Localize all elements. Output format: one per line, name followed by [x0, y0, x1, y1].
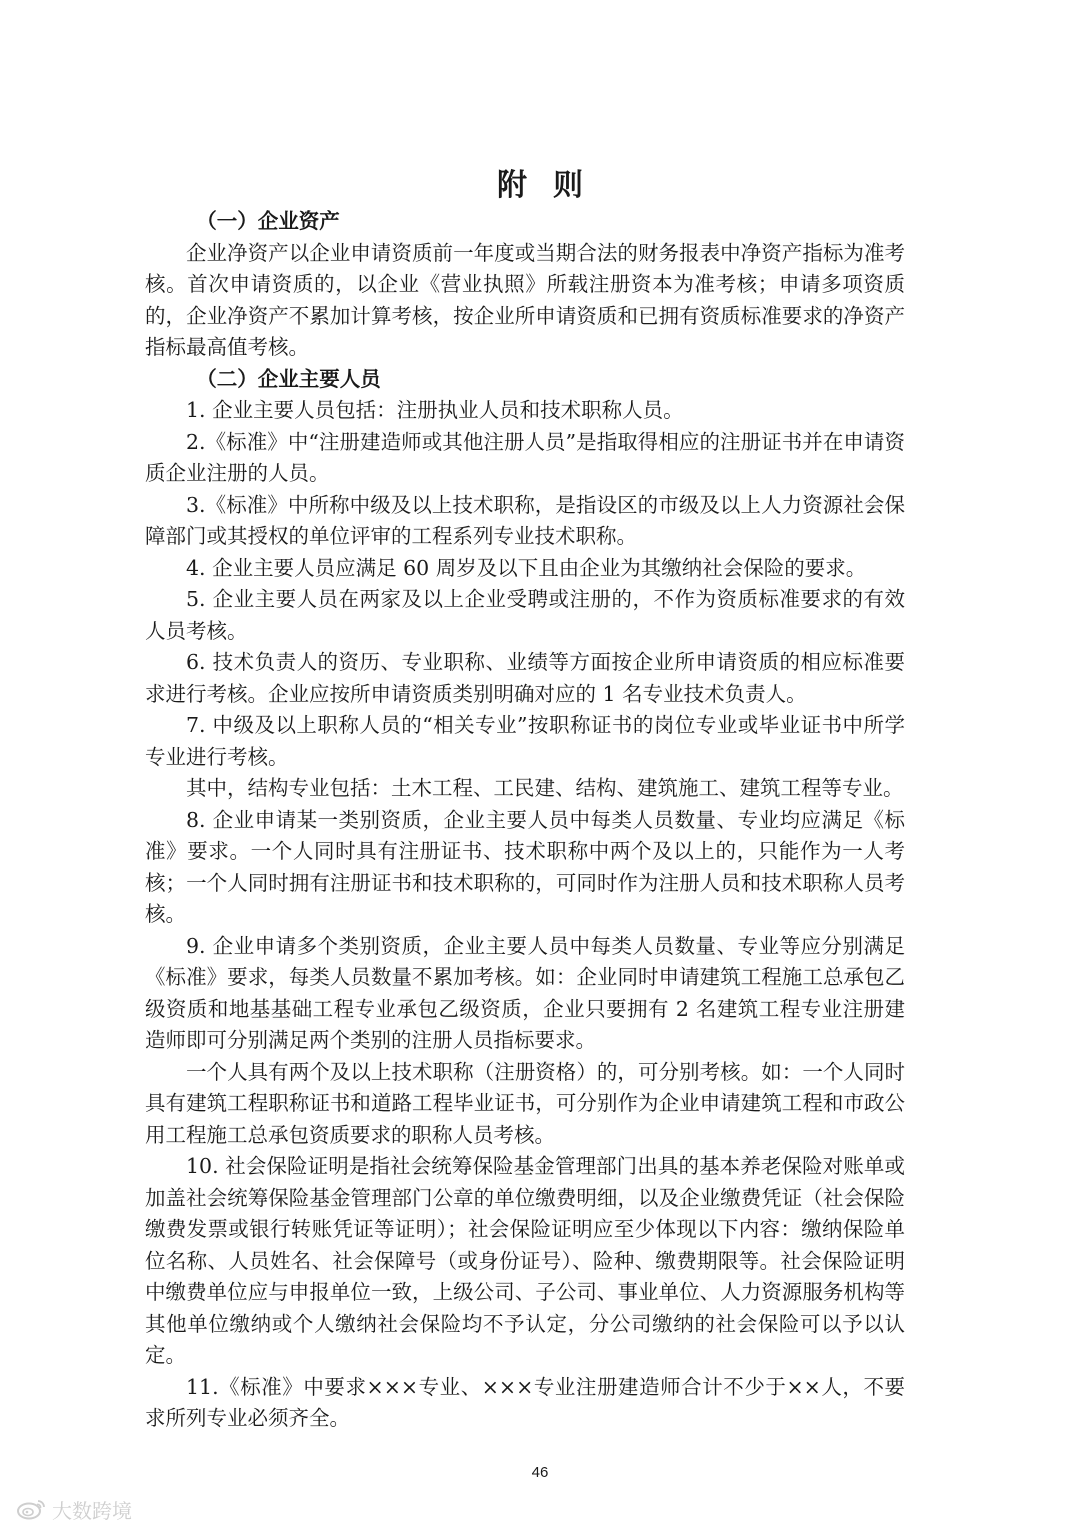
- paragraph: 11.《标准》中要求×××专业、×××专业注册建造师合计不少于××人，不要求所列专业必须齐全。: [145, 1374, 905, 1430]
- paragraph: 4. 企业主要人员应满足 60 周岁及以下且由企业为其缴纳社会保险的要求。: [186, 555, 867, 580]
- document-body: [145, 206, 905, 1435]
- section-heading: （二）企业主要人员: [196, 366, 381, 391]
- paragraph: 其中，结构专业包括：土木工程、工民建、结构、建筑施工、建筑工程等专业。: [186, 776, 904, 800]
- paragraph: 2.《标准》中“注册建造师或其他注册人员”是指取得相应的注册证书并在申请资质企业注册的人员。: [145, 429, 905, 485]
- paragraph: 企业净资产以企业申请资质前一年度或当期合法的财务报表中净资产指标为准考核。首次申请资质的，以企业《营业执照》所载注册资本为准考核；申请多项资质的，企业净资产不累加计算考核，按企业所申请资质和已拥有资质标准要求的净资产指标最高值考核。: [145, 240, 905, 359]
- paragraph: 1. 企业主要人员包括：注册执业人员和技术职称人员。: [186, 398, 684, 422]
- paragraph: 10. 社会保险证明是指社会统筹保险基金管理部门出具的基本养老保险对账单或加盖社会统筹保险基金管理部门公章的单位缴费明细，以及企业缴费凭证（社会保险缴费发票或银行转账凭证等证明）；社会保险证明应至少体现以下内容：缴纳保险单位名称、人员姓名、社会保障号（或身份证号）、险种、缴费期限等。社会保险证明中缴费单位应与申报单位一致，上级公司、子公司、事业单位、人力资源服务机构等其他单位缴纳或个人缴纳社会保险均不予认定，分公司缴纳的社会保险可以予以认定。: [145, 1154, 905, 1367]
- page-number: 46: [531, 1464, 549, 1481]
- paragraph: 8. 企业申请某一类别资质，企业主要人员中每类人员数量、专业均应满足《标准》要求。一个人同时具有注册证书、技术职称中两个及以上的，只能作为一人考核；一个人同时拥有注册证书和技术职称的，可同时作为注册人员和技术职称人员考核。: [145, 807, 905, 926]
- watermark-text: 大数跨境: [52, 1498, 132, 1523]
- paragraph: 6. 技术负责人的资历、专业职称、业绩等方面按企业所申请资质的相应标准要求进行考核。企业应按所申请资质类别明确对应的 1 名专业技术负责人。: [145, 650, 905, 706]
- page-title: 附则: [497, 168, 609, 203]
- paragraph: 5. 企业主要人员在两家及以上企业受聘或注册的，不作为资质标准要求的有效人员考核。: [145, 587, 905, 643]
- weibo-logo-icon: [16, 1498, 46, 1520]
- watermark: [16, 1496, 132, 1522]
- paragraph: 9. 企业申请多个类别资质，企业主要人员中每类人员数量、专业等应分别满足《标准》要求，每类人员数量不累加考核。如：企业同时申请建筑工程施工总承包乙级资质和地基基础工程专业承包乙级资质，企业只要拥有 2 名建筑工程专业注册建造师即可分别满足两个类别的注册人员指标要求。: [145, 933, 905, 1052]
- paragraph: 一个人具有两个及以上技术职称（注册资格）的，可分别考核。如：一个人同时具有建筑工程职称证书和道路工程毕业证书，可分别作为企业申请建筑工程和市政公用工程施工总承包资质要求的职称人员考核。: [145, 1059, 905, 1147]
- paragraph: 3.《标准》中所称中级及以上技术职称，是指设区的市级及以上人力资源社会保障部门或其授权的单位评审的工程系列专业技术职称。: [145, 492, 905, 548]
- section-heading: （一）企业资产: [196, 209, 340, 233]
- paragraph: 7. 中级及以上职称人员的“相关专业”按职称证书的岗位专业或毕业证书中所学专业进行考核。: [145, 713, 905, 769]
